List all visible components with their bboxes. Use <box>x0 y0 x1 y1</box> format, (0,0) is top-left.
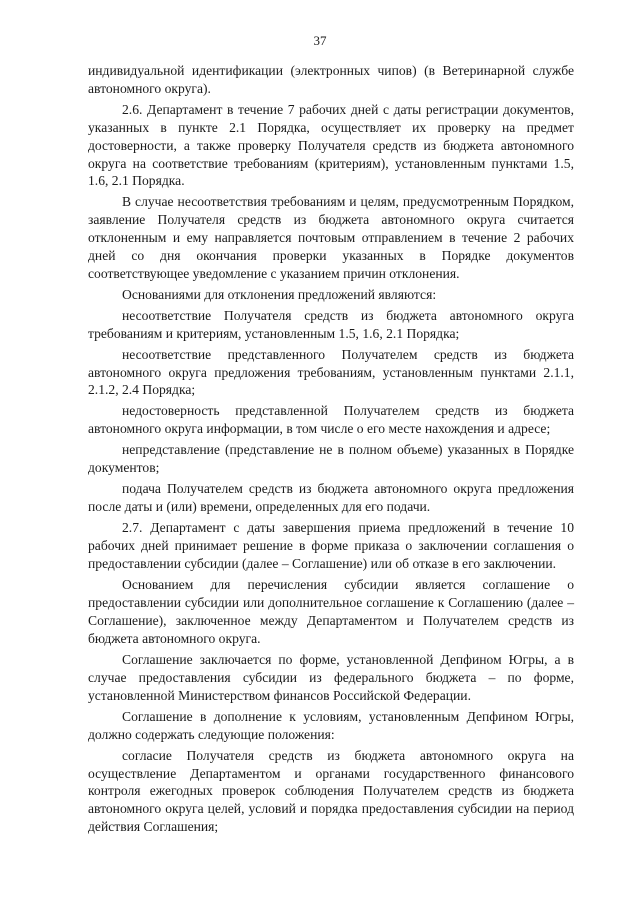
paragraph: Соглашение в дополнение к условиям, установленным Депфином Югры, должно содержать следующие положения: <box>88 708 574 742</box>
paragraph: недостоверность представленной Получателем средств из бюджета автономного округа информации, в том числе о его месте нахождения и адресе; <box>88 403 574 437</box>
paragraph: подача Получателем средств из бюджета автономного округа предложения после даты и (или) времени, определенных для его подачи. <box>88 480 574 514</box>
paragraph: 2.7. Департамент с даты завершения приема предложений в течение 10 рабочих дней принимает решение в форме приказа о заключении соглашения о предоставлении субсидии (далее – Соглашение) или об отказе в его заключении. <box>88 519 574 571</box>
paragraph: несоответствие Получателя средств из бюджета автономного округа требованиям и критериям, установленным 1.5, 1.6, 2.1 Порядка; <box>88 307 574 341</box>
paragraph: несоответствие представленного Получателем средств из бюджета автономного округа предложения требованиям, установленным пунктами 2.1.1, 2.1.2, 2.4 Порядка; <box>88 346 574 398</box>
paragraph: 2.6. Департамент в течение 7 рабочих дней с даты регистрации документов, указанных в пункте 2.1 Порядка, осуществляет их проверку на предмет достоверности, а также проверку Получателя средств из бюджета автономного округа на соответствие требованиям (критериям), установленным пунктами 1.5, 1.6, 2.1 Порядка. <box>88 101 574 189</box>
paragraph: согласие Получателя средств из бюджета автономного округа на осуществление Департаментом и органами государственного финансового контроля ежегодных проверок соблюдения Получателем средств из бюджета автономного округа целей, условий и порядка предоставления субсидии на период действия Соглашения; <box>88 747 574 835</box>
document-body <box>88 62 574 839</box>
paragraph: Основанием для перечисления субсидии является соглашение о предоставлении субсидии или дополнительное соглашение к Соглашению (далее – Соглашение), заключенное между Департаментом и Получателем средств из бюджета автономного округа. <box>88 577 574 647</box>
paragraph: Основаниями для отклонения предложений являются: <box>122 286 437 302</box>
paragraph: Соглашение заключается по форме, установленной Депфином Югры, а в случае предоставления субсидии из федерального бюджета – по форме, установленной Министерством финансов Российской Федерации. <box>88 652 574 703</box>
paragraph: непредставление (представление не в полном объеме) указанных в Порядке документов; <box>88 442 574 476</box>
paragraph: В случае несоответствия требованиям и целям, предусмотренным Порядком, заявление Получателя средств из бюджета автономного округа считается отклоненным и ему направляется почтовым отправлением в течение 2 рабочих дней со дня окончания проверки указанных в Порядке документов соответствующее уведомление с указанием причин отклонения. <box>88 194 574 281</box>
page-number: 37 <box>313 33 327 48</box>
paragraph: индивидуальной идентификации (электронных чипов) (в Ветеринарной службе автономного округа). <box>88 63 574 96</box>
